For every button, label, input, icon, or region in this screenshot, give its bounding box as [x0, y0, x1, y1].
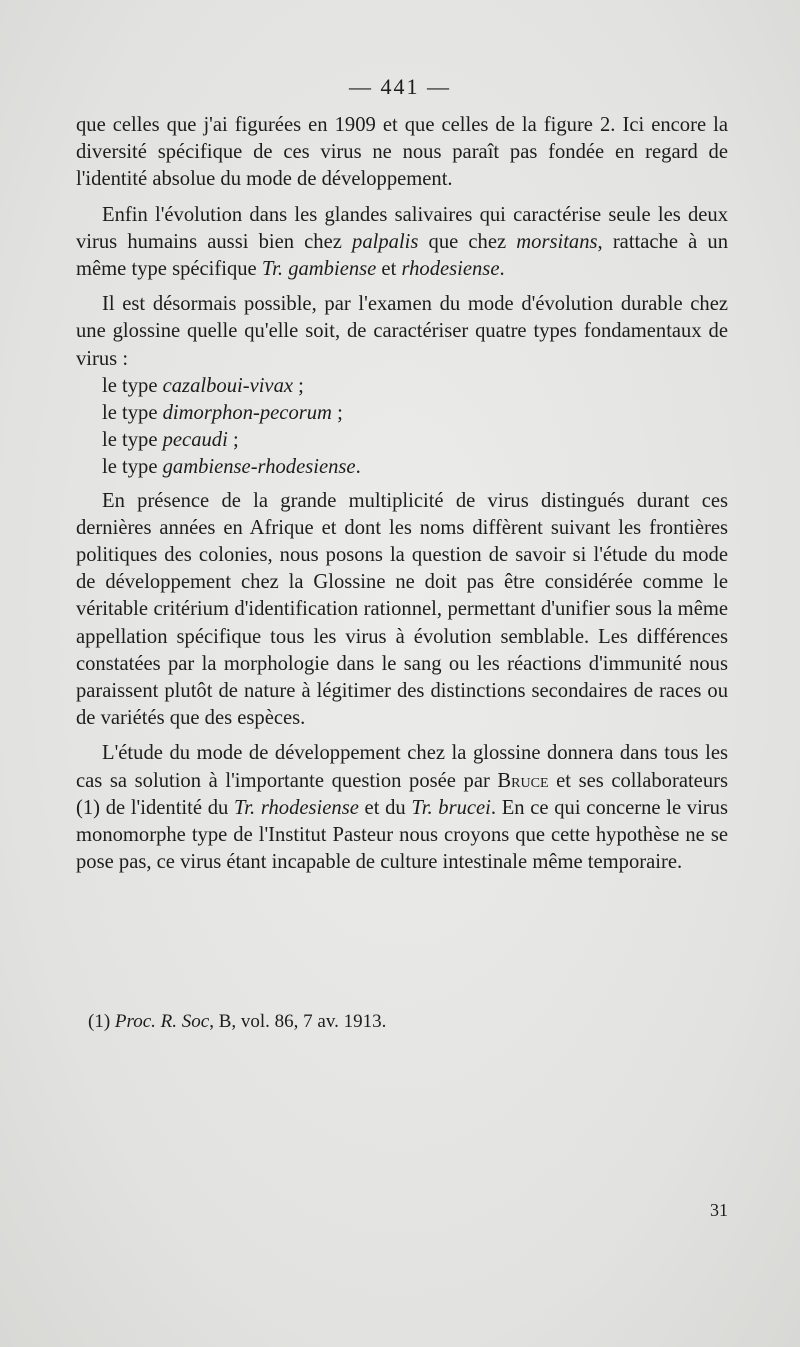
paragraph-2-text-1: Enfin l'évolution dans les glandes salivaires qui caractérise seule les deux virus humains aussi bien chez [76, 203, 728, 253]
list-item-name: gambiense-rhodesiense [162, 456, 356, 479]
footnote [88, 1010, 728, 1034]
list-item [76, 400, 728, 427]
list-item-prefix: le type [102, 429, 163, 452]
species-tr-rhodesiense: Tr. rhodesiense [233, 796, 359, 819]
page-number: — 441 — [349, 74, 451, 99]
list-item [76, 454, 728, 481]
list-item-name: cazalboui-vivax [162, 374, 294, 397]
list-item-suffix: ; [227, 429, 239, 452]
paragraph-2-text-3: , rattache à un même type spécifique [76, 230, 728, 281]
paragraph-2 [76, 202, 728, 284]
list-item-name: dimorphon-pecorum [162, 402, 332, 425]
paragraph-2-text-5: . [499, 258, 505, 281]
paragraph-5 [76, 740, 728, 876]
paragraph-4: En présence de la grande multiplicité de virus distingués durant ces dernières années en Afrique et dont les noms diffèrent suivant les frontières politiques des colonies, nous posons la question de savoir si l'étude du mode de développement chez la Glossine ne doit pas être considérée comme le véritable critérium d'identification rationnel, permettant d'unifier sous la même appellation spécifique tous les virus à évolution semblable. Les différences constatées par la morphologie dans le sang ou les réactions d'immunité nous paraissent plutôt de nature à légitimer des distinctions secondaires de races ou de variétés que des espèces. [76, 489, 728, 730]
list-item-prefix: le type [102, 456, 163, 479]
species-morsitans: morsitans [516, 230, 598, 253]
body-text [76, 112, 728, 884]
list-item-prefix: le type [102, 374, 163, 397]
list-item-suffix: . [355, 456, 361, 479]
paragraph-1: que celles que j'ai figurées en 1909 et que celles de la figure 2. Ici encore la diversité spécifique de ces virus ne nous paraît pas fondée en regard de l'identité absolue du mode de développement. [76, 114, 728, 191]
footnote-mark: (1) [88, 1011, 115, 1032]
list-item-prefix: le type [102, 402, 163, 425]
species-gambiense: Tr. gambiense [261, 258, 377, 281]
paragraph-5-text-1: L'étude du mode de développement chez la glossine donnera dans tous les cas sa solution à l'importante question posée par [76, 742, 728, 792]
paragraph-2-text-2: que chez [418, 230, 517, 253]
list-item [76, 427, 728, 454]
paragraph-5-text-4: . En ce qui concerne le virus monomorphe type de l'Institut Pasteur nous croyons que cette hypothèse ne se pose pas, ce virus étant incapable de culture intestinale même temporaire. [76, 796, 728, 874]
paragraph-5-text-2: et ses collaborateurs (1) de l'identité du [76, 769, 728, 819]
list-item-name: pecaudi [162, 429, 228, 452]
species-palpalis: palpalis [352, 230, 419, 253]
paragraph-2-text-4: et [376, 258, 402, 281]
species-tr-brucei: Tr. brucei [411, 796, 491, 819]
footnote-source: Proc. R. Soc [114, 1011, 210, 1032]
list-item [76, 373, 728, 400]
list-item-suffix: ; [293, 374, 304, 397]
footnote-details: , B, vol. 86, 7 av. 1913. [209, 1011, 387, 1032]
paragraph-3: Il est désormais possible, par l'examen du mode d'évolution durable chez une glossine quelle qu'elle soit, de caractériser quatre types fondamentaux de virus : [76, 293, 728, 370]
list-item-suffix: ; [331, 402, 343, 425]
paragraph-5-text-3: et du [358, 796, 412, 819]
species-rhodesiense: rhodesiense [401, 258, 500, 281]
signature-mark: 31 [710, 1200, 728, 1220]
author-bruce: Bruce [497, 769, 549, 792]
